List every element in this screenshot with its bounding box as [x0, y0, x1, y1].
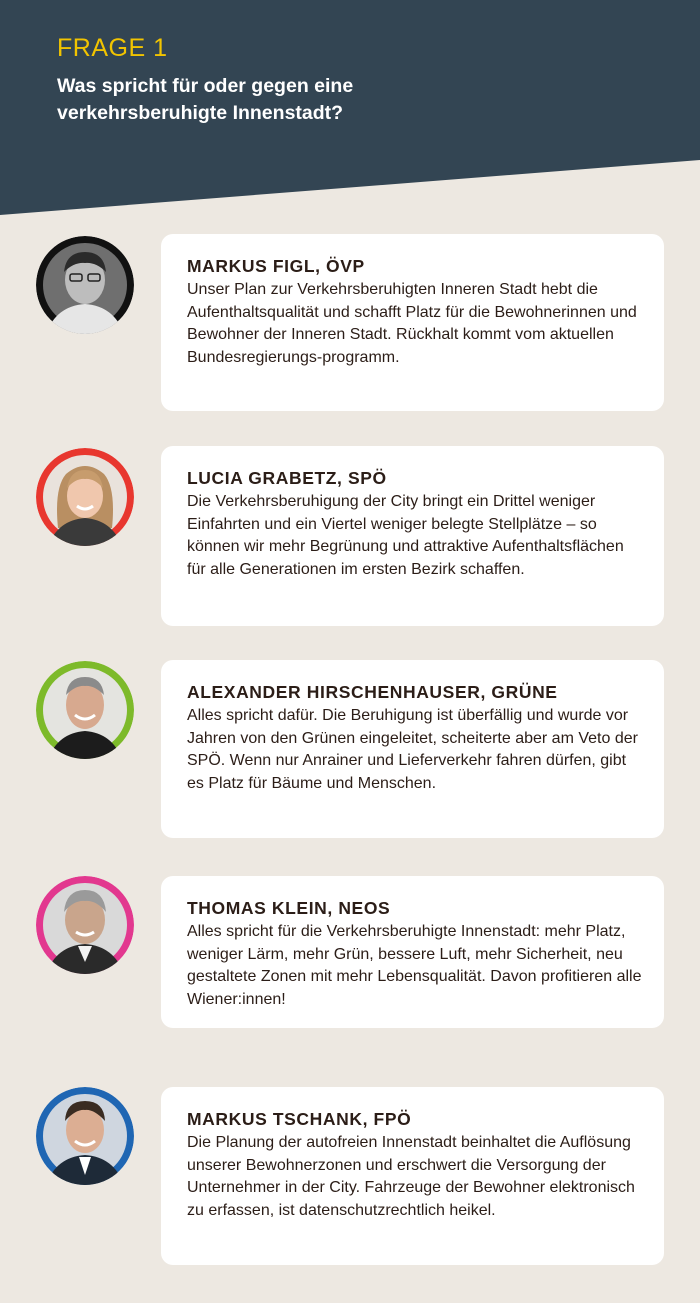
- statement-card: [161, 660, 664, 838]
- statement-card: [161, 446, 664, 626]
- question-number: FRAGE 1: [57, 34, 168, 62]
- politician-name: LUCIA GRABETZ, SPÖ: [187, 468, 387, 488]
- portrait-avatar-hirschenhauser: [36, 661, 134, 759]
- portrait-avatar-grabetz: [36, 448, 134, 546]
- politician-name: THOMAS KLEIN, NEOS: [187, 898, 391, 918]
- statement-text: Alles spricht dafür. Die Beruhigung ist überfällig und wurde vor Jahren von den Grünen eingeleitet, scheiterte aber am Veto der SPÖ. Wenn nur Anrainer und Lieferverkehr fahren dürfen, gibt es Platz für Bäume und Menschen.: [187, 707, 638, 792]
- portrait-avatar-tschank: [36, 1087, 134, 1185]
- portrait-avatar-klein: [36, 876, 134, 974]
- politician-name: MARKUS FIGL, ÖVP: [187, 256, 365, 276]
- portrait-avatar-figl: [36, 236, 134, 334]
- statement-text: Die Verkehrsberuhigung der City bringt ein Drittel weniger Einfahrten und ein Viertel weniger belegte Stellplätze – so können wir mehr Begrünung und attraktive Aufenthaltsflächen für alle Generationen im ersten Bezirk schaffen.: [187, 493, 624, 578]
- statement-text: Alles spricht für die Verkehrsberuhigte Innenstadt: mehr Platz, weniger Lärm, mehr Grün, bessere Luft, mehr Sicherheit, neu gestaltete Zonen mit mehr Lebensqualität. Davon profitieren alle Wiener:innen!: [187, 923, 642, 1008]
- statement-card: [161, 876, 664, 1028]
- question-title: Was spricht für oder gegen eine verkehrsberuhigte Innenstadt?: [57, 75, 354, 124]
- statement-text: Die Planung der autofreien Innenstadt beinhaltet die Auflösung unserer Bewohnerzonen und erschwert die Versorgung der Unternehmer in der City. Fahrzeuge der Bewohner elektronisch zu erfassen, ist datenschutzrechtlich heikel.: [187, 1134, 635, 1219]
- statement-text: Unser Plan zur Verkehrsberuhigten Inneren Stadt hebt die Aufenthaltsqualität und schafft Platz für die Bewohnerinnen und Bewohner der Inneren Stadt. Rückhalt kommt vom aktuellen Bundesregierungs-programm.: [187, 281, 637, 366]
- statement-card: [161, 1087, 664, 1265]
- politician-name: MARKUS TSCHANK, FPÖ: [187, 1109, 412, 1129]
- statement-card: [161, 234, 664, 411]
- politician-name: ALEXANDER HIRSCHENHAUSER, GRÜNE: [187, 682, 558, 702]
